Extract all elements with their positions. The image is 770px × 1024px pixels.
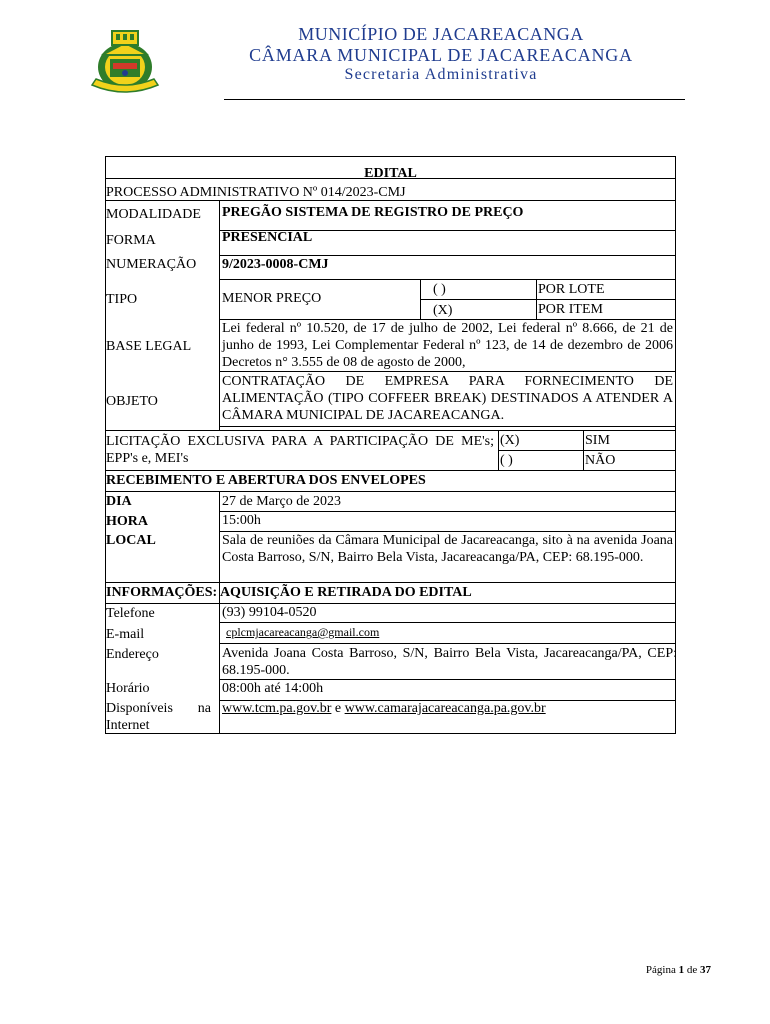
exclusiva-nao-checkbox: ( ) (500, 453, 513, 468)
row-divider (498, 450, 675, 451)
objeto-label: OBJETO (106, 394, 158, 409)
exclusiva-sim-label: SIM (585, 433, 610, 448)
link-separator: e (334, 701, 342, 716)
pagina-word: Página (645, 964, 676, 976)
header-chamber: CÂMARA MUNICIPAL DE JACAREACANGA (249, 45, 633, 65)
row-divider (219, 426, 675, 427)
row-divider (106, 430, 675, 431)
modalidade-label: MODALIDADE (106, 207, 201, 222)
modalidade-value: PREGÃO SISTEMA DE REGISTRO DE PREÇO (222, 205, 524, 220)
exclusiva-sim-checkbox: (X) (500, 433, 520, 448)
recebimento-section-title: RECEBIMENTO E ABERTURA DOS ENVELOPES (106, 473, 426, 488)
tipo-lote-checkbox: ( ) (433, 282, 446, 297)
page-total: 37 (700, 964, 711, 976)
informacoes-section-title: INFORMAÇÕES: AQUISIÇÃO E RETIRADA DO EDITAL (106, 585, 472, 600)
forma-value: PRESENCIAL (222, 230, 313, 245)
tipo-item-checkbox: (X) (433, 303, 453, 318)
base-legal-value: Lei federal nº 10.520, de 17 de julho de 2002, Lei federal nº 8.666, de 21 de junho de 1993, Lei Complementar Federal nº 123, de 14 de dezembro de 2006 Decretos n° 3.555 de 08 de agosto de 2000, (222, 321, 673, 370)
endereco-value: Avenida Joana Costa Barroso, S/N, Bairro Bela Vista, Jacareacanga/PA, CEP: 68.195-000. (222, 646, 677, 678)
email-link[interactable]: cplcmjacareacanga@gmail.com (226, 625, 380, 639)
tipo-item-label: POR ITEM (538, 302, 603, 317)
exclusiva-nao-label: NÃO (585, 453, 616, 468)
edital-title: EDITAL (364, 166, 417, 181)
row-divider (219, 643, 675, 644)
page-footer (646, 964, 711, 976)
row-divider (106, 491, 675, 492)
forma-label: FORMA (106, 233, 156, 248)
base-legal-label: BASE LEGAL (106, 339, 192, 354)
local-label: LOCAL (106, 533, 156, 548)
hora-value: 15:00h (222, 513, 261, 528)
telefone-label: Telefone (106, 606, 155, 621)
row-divider (106, 470, 675, 471)
internet-links (222, 700, 546, 717)
header-divider (224, 99, 685, 100)
de-word: de (686, 964, 698, 976)
header-municipality: MUNICÍPIO DE JACAREACANGA (298, 24, 584, 44)
horario-value: 08:00h até 14:00h (222, 681, 324, 696)
telefone-value: (93) 99104-0520 (222, 605, 317, 620)
column-divider (219, 200, 220, 430)
processo-number: PROCESSO ADMINISTRATIVO Nº 014/2023-CMJ (106, 185, 406, 200)
header-department: Secretaria Administrativa (344, 66, 538, 83)
row-divider (219, 511, 675, 512)
row-divider (219, 279, 675, 280)
horario-label: Horário (106, 681, 150, 696)
camara-link[interactable]: www.camarajacareacanga.pa.gov.br (344, 701, 546, 716)
tipo-lote-label: POR LOTE (538, 282, 605, 297)
endereco-label: Endereço (106, 647, 159, 662)
municipal-coat-of-arms-logo (88, 25, 162, 97)
row-divider (219, 371, 675, 372)
disponiveis-label: Disponíveis na Internet (106, 701, 211, 733)
edital-table (105, 156, 676, 734)
column-divider (536, 279, 537, 319)
row-divider (219, 622, 675, 623)
numeracao-value: 9/2023-0008-CMJ (222, 257, 329, 272)
row-divider (420, 299, 675, 300)
row-divider (106, 582, 675, 583)
column-divider (498, 430, 499, 470)
column-divider (583, 430, 584, 470)
objeto-value: CONTRATAÇÃO DE EMPRESA PARA FORNECIMENTO DE ALIMENTAÇÃO (TIPO COFFEER BREAK) DESTINADOS A ATENDER A CÂMARA MUNICIPAL DE JACAREACANGA. (222, 374, 673, 423)
local-value: Sala de reuniões da Câmara Municipal de Jacareacanga, sito à na avenida Joana Costa Barroso, S/N, Bairro Bela Vista, Jacareacanga/PA, CEP: 68.195-000. (222, 533, 673, 565)
tipo-value: MENOR PREÇO (222, 291, 322, 306)
hora-label: HORA (106, 514, 148, 529)
page-current: 1 (678, 964, 685, 976)
numeracao-label: NUMERAÇÃO (106, 257, 197, 272)
tipo-label: TIPO (106, 292, 138, 307)
column-divider (219, 491, 220, 734)
column-divider (420, 279, 421, 319)
letterhead (0, 0, 770, 100)
row-divider (106, 603, 675, 604)
licitacao-exclusiva-text: LICITAÇÃO EXCLUSIVA PARA A PARTICIPAÇÃO DE ME's; EPP's e, MEI's (106, 434, 494, 466)
tcm-link[interactable]: www.tcm.pa.gov.br (222, 701, 332, 716)
email-label: E-mail (106, 627, 145, 642)
dia-label: DIA (106, 494, 132, 509)
dia-value: 27 de Março de 2023 (222, 494, 341, 509)
